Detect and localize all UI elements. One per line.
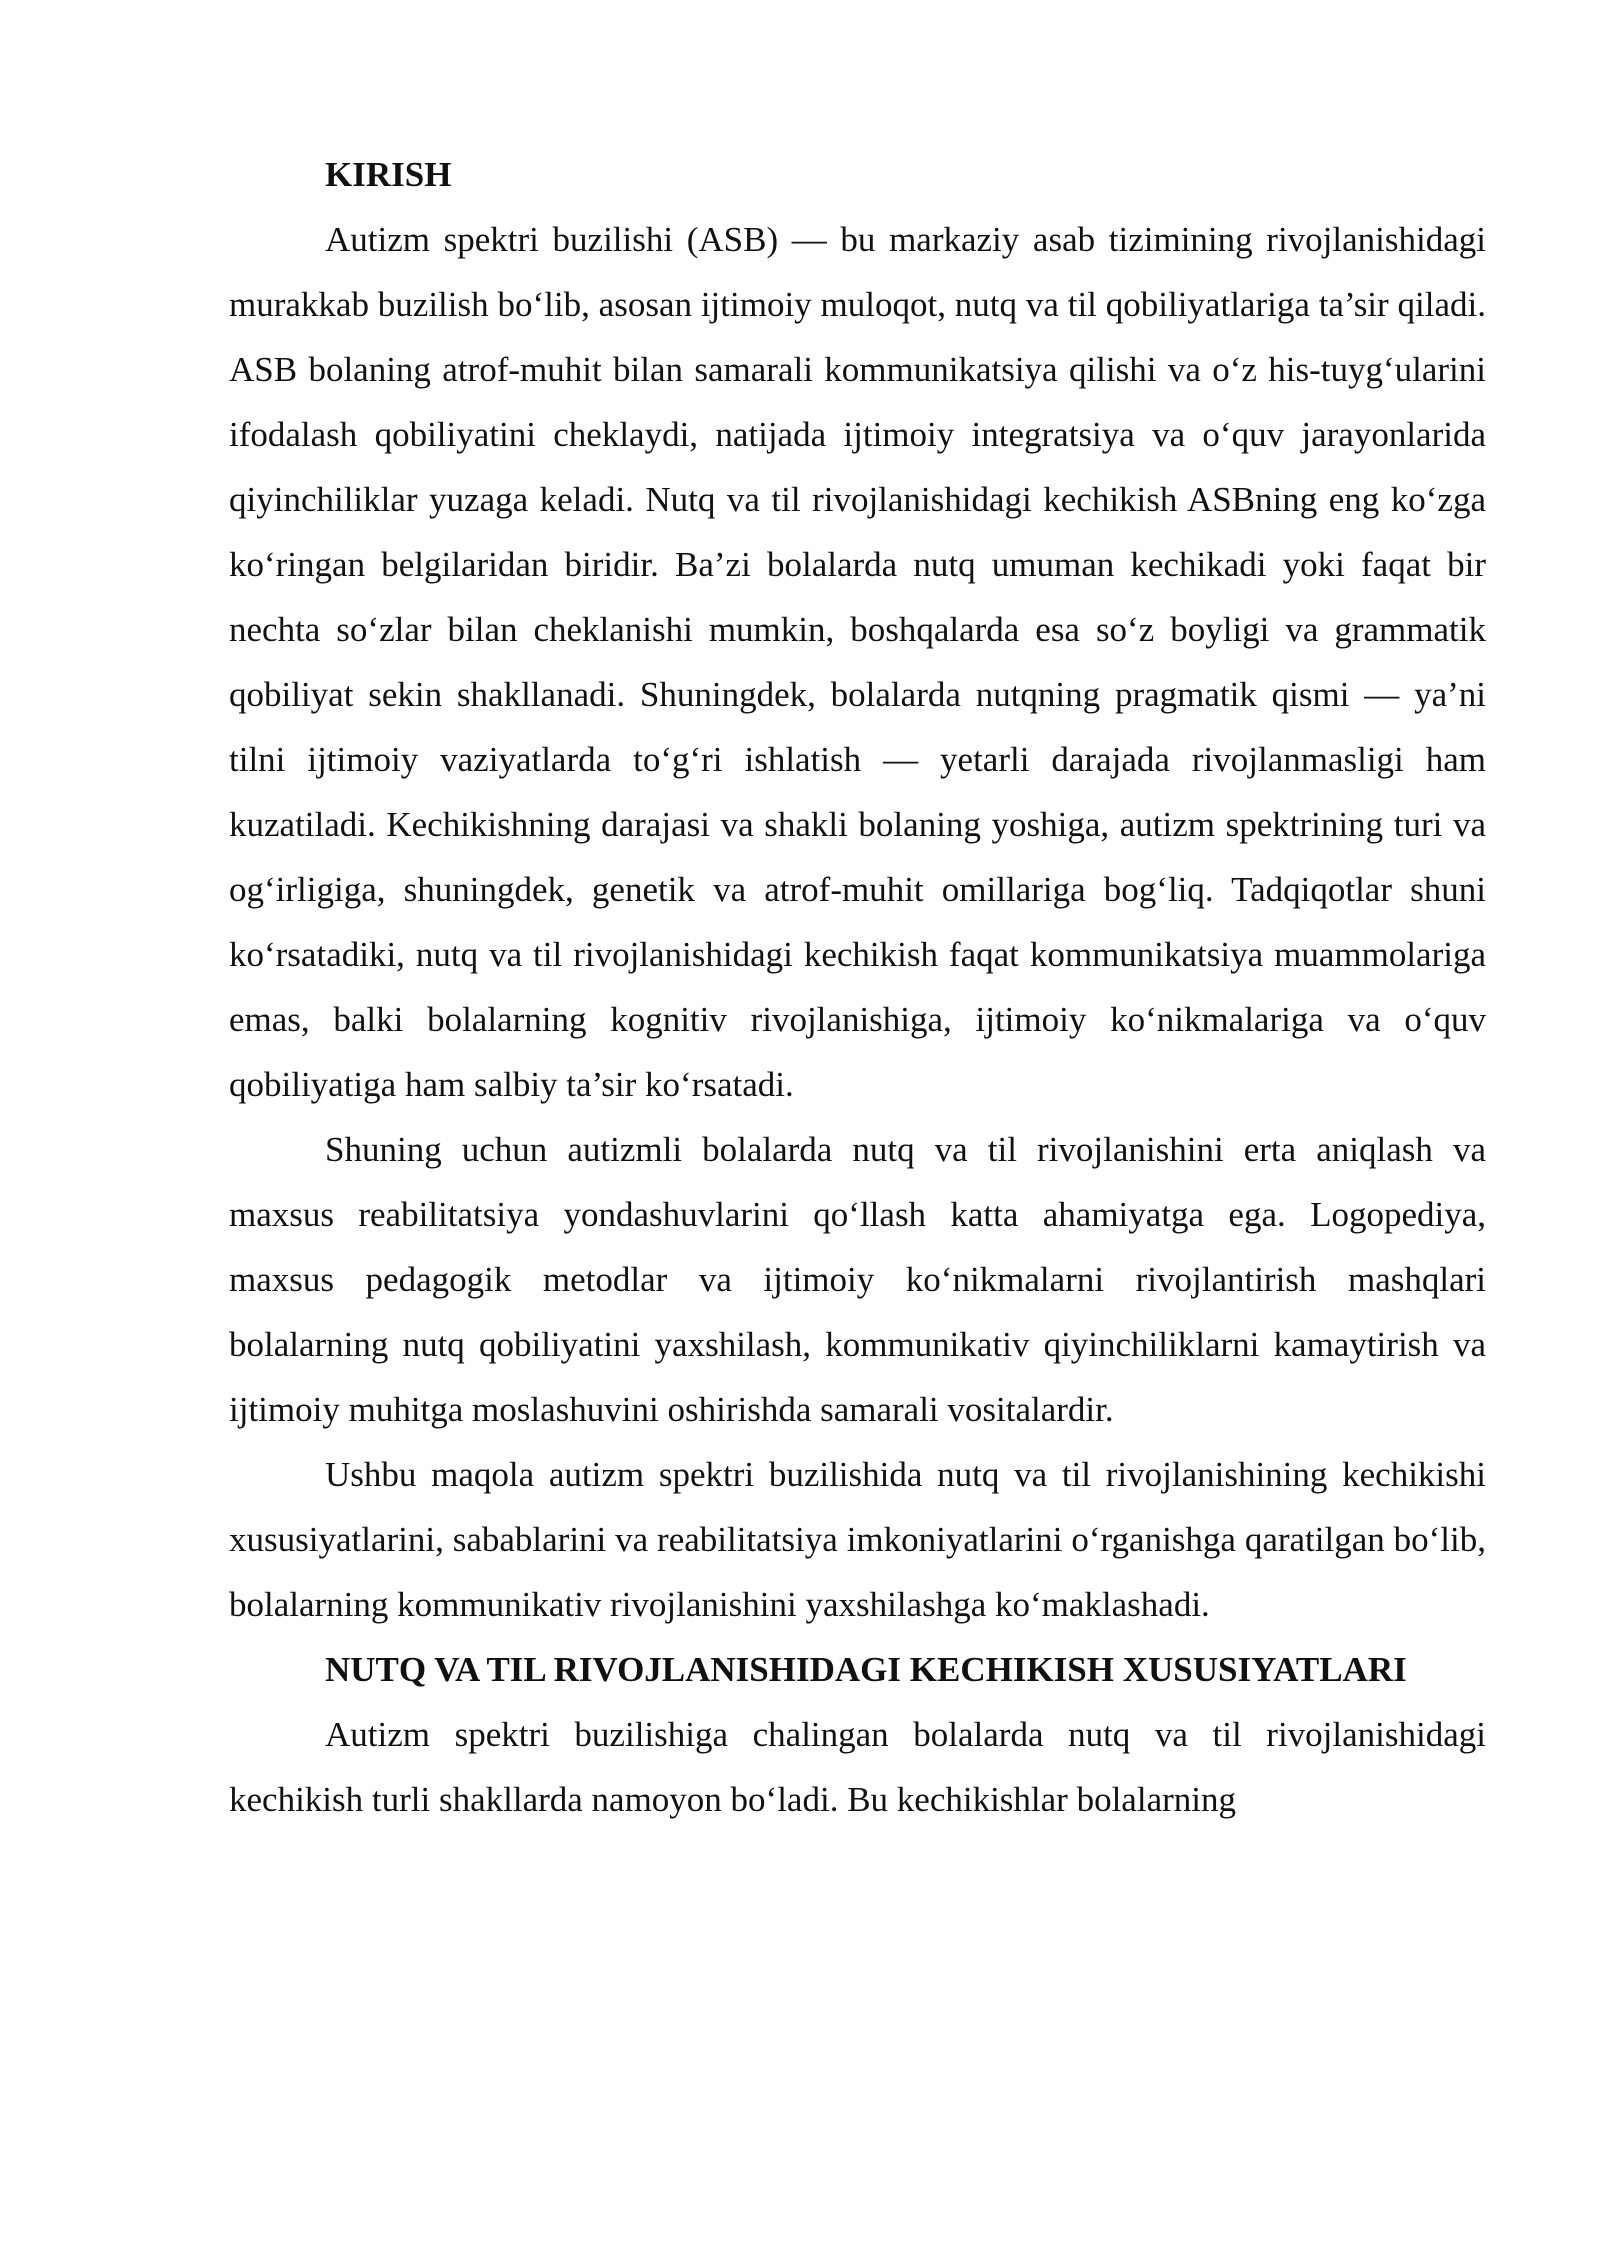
paragraph-intro-3: Ushbu maqola autizm spektri buzilishida nutq va til rivojlanishining kechikishi xususiyatlarini, sabablarini va reabilitatsiya imkoniyatlarini o‘rganishga qaratilgan bo‘lib, bolalarning kommunikativ rivojlanishini yaxshilashga ko‘maklashadi. bbox=[229, 1455, 1486, 1624]
heading-kirish: KIRISH bbox=[325, 155, 452, 194]
heading-section: NUTQ VA TIL RIVOJLANISHIDAGI KECHIKISH XUSUSIYATLARI bbox=[325, 1650, 1407, 1689]
paragraph-section-1: Autizm spektri buzilishiga chalingan bolalarda nutq va til rivojlanishidagi kechikish turli shakllarda namoyon bo‘ladi. Bu kechikishlar bolalarning bbox=[229, 1715, 1486, 1819]
document-body bbox=[229, 142, 1486, 1832]
paragraph-intro-1: Autizm spektri buzilishi (ASB) — bu markaziy asab tizimining rivojlanishidagi murakkab buzilish bo‘lib, asosan ijtimoiy muloqot, nutq va til qobiliyatlariga ta’sir qiladi. ASB bolaning atrof-muhit bilan samarali kommunikatsiya qilishi va o‘z his-tuyg‘ularini ifodalash qobiliyatini cheklaydi, natijada ijtimoiy integratsiya va o‘quv jarayonlarida qiyinchiliklar yuzaga keladi. Nutq va til rivojlanishidagi kechikish ASBning eng ko‘zga ko‘ringan belgilaridan biridir. Ba’zi bolalarda nutq umuman kechikadi yoki faqat bir nechta so‘zlar bilan cheklanishi mumkin, boshqalarda esa so‘z boyligi va grammatik qobiliyat sekin shakllanadi. Shuningdek, bolalarda nutqning pragmatik qismi — ya’ni tilni ijtimoiy vaziyatlarda to‘g‘ri ishlatish — yetarli darajada rivojlanmasligi ham kuzatiladi. Kechikishning darajasi va shakli bolaning yoshiga, autizm spektrining turi va og‘irligiga, shuningdek, genetik va atrof-muhit omillariga bog‘liq. Tadqiqotlar shuni ko‘rsatadiki, nutq va til rivojlanishidagi kechikish faqat kommunikatsiya muammolariga emas, balki bolalarning kognitiv rivojlanishiga, ijtimoiy ko‘nikmalariga va o‘quv qobiliyatiga ham salbiy ta’sir ko‘rsatadi. bbox=[229, 220, 1486, 1104]
paragraph-intro-2: Shuning uchun autizmli bolalarda nutq va til rivojlanishini erta aniqlash va maxsus reabilitatsiya yondashuvlarini qo‘llash katta ahamiyatga ega. Logopediya, maxsus pedagogik metodlar va ijtimoiy ko‘nikmalarni rivojlantirish mashqlari bolalarning nutq qobiliyatini yaxshilash, kommunikativ qiyinchiliklarni kamaytirish va ijtimoiy muhitga moslashuvini oshirishda samarali vositalardir. bbox=[229, 1130, 1486, 1429]
